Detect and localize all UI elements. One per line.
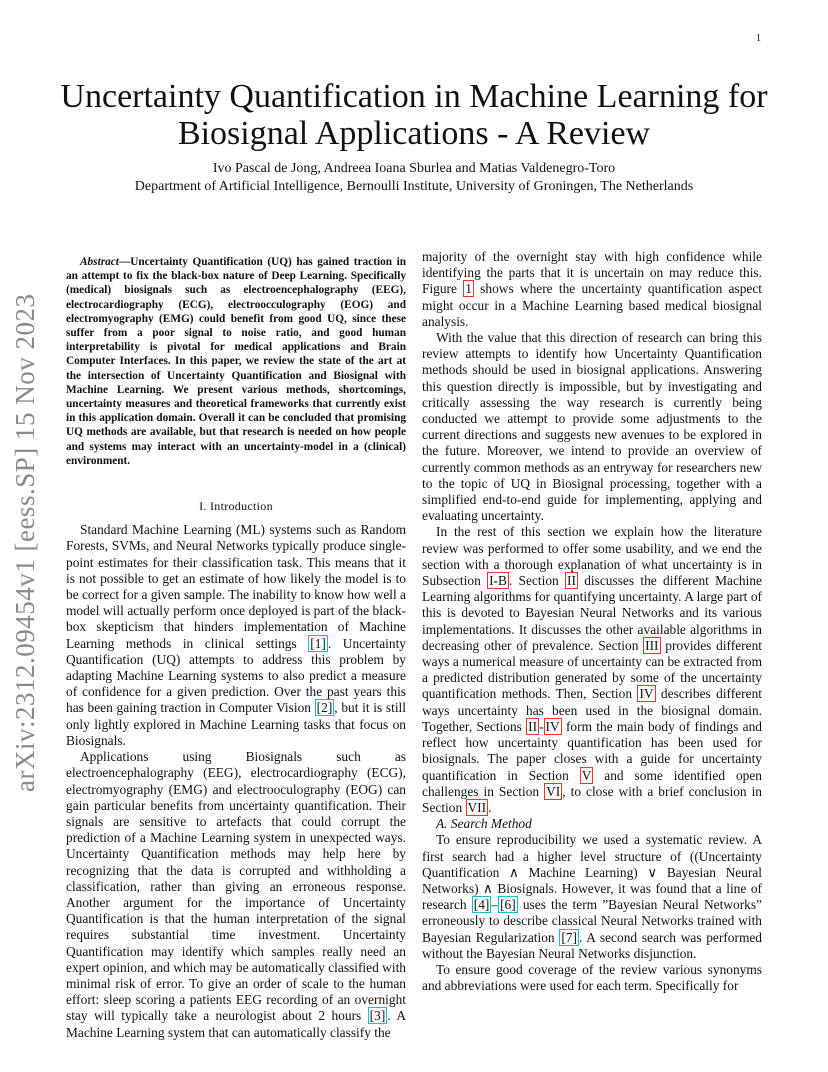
paper-title: Uncertainty Quantification in Machine Learning for Biosignal Applications - A Review: [60, 78, 768, 152]
abstract-text: —Uncertainty Quantification (UQ) has gained traction in an attempt to fix the black-box nature of Deep Learning. Specifically (medical) biosignals such as electroencephalography (EEG), electrocardiography (ECG), electroocculography (EOG) and electromyography (EMG) could benefit from good UQ, since these suffer from a poor signal to noise ratio, and good human interpretability is pivotal for medical applications and Brain Computer Interfaces. In this paper, we review the state of the art at the intersection of Uncertainty Quantification and Biosignal with Machine Learning. We present various methods, shortcomings, uncertainty measures and theoretical frameworks that currently exist in this application domain. Overall it can be concluded that promising UQ methods are available, but that research is needed on how people and systems may interact with an uncertainty-model in a (clinical) environment.: [66, 256, 406, 467]
abstract-label: Abstract: [80, 256, 119, 268]
search-method-paragraph-1: To ensure reproducibility we used a systematic review. A first search had a higher level structure of ((Uncertainty Quantification ∧ Machine Learning) ∨ Bayesian Neural Networks) ∧ Biosignals. However, it was found that a line of research [4] – [6] uses the term ”Bayesian Neural Networks” erroneously to describe classical Neural Networks trained with Bayesian Regularization [7] . A second search was performed without the Bayesian Neural Networks disjunction.: [422, 832, 762, 961]
intro-paragraph-2-cont: majority of the overnight stay with high confidence while identifying the parts that it is uncertain on may reduce this. Figure 1 shows where the uncertainty quantification aspect might occur in a Machine Learning based medical biosignal analysis.: [422, 249, 763, 329]
citation-link[interactable]: [2]: [316, 700, 333, 716]
citation-link[interactable]: [1]: [310, 635, 326, 651]
author-list: Ivo Pascal de Jong, Andreea Ioana Sburlea and Matias Valdenegro-Toro: [212, 161, 616, 176]
subsection-heading-search-method: A. Search Method: [436, 816, 532, 832]
intro-paragraph-2: Applications using Biosignals such as electroencephalography (EEG), electrocardiography (ECG), electromyography (EMG) and electrooculography (EOG) can gain particular benefits from uncertainty quantification. Their signals are sensitive to artefacts that could corrupt the prediction of a Machine Learning system in unexpected ways. Uncertainty Quantification methods may help here by recognizing that the data is corrupted and withholding a classification, rather than giving an erroneous response. Another argument for the importance of Uncertainty Quantification is that the human interpretation of the signal requires substantial time investment. Uncertainty Quantification may identify which samples really need an expert opinion, and which may be automatically classified with minimal risk of error. To give an order of scale to the human effort: sleep scoring a patients EEG recording of an overnight stay will typically take a neurologist about 2 hours [3] . A Machine Learning system that can automatically classify the: [66, 749, 406, 1040]
page-number: 1: [756, 33, 761, 44]
left-column: [66, 255, 406, 1041]
citation-link[interactable]: [4]: [473, 897, 490, 913]
intro-paragraph-4: In the rest of this section we explain how the literature review was performed to offer some usability, and we end the section with a thorough explanation of what uncertainty is in Subsection I-B . Section II discusses the different Machine Learning algorithms for quantifying uncertainty. A large part of this is devoted to Bayesian Neural Networks and its various implementations. It discusses the other available algorithms in decreasing other of prevalence. Section III provides different ways a numerical measure of uncertainty can be extracted from a predicted distribution generated by some of the uncertainty quantification methods. Then, Section IV describes different ways uncertainty has been used in the biosignal domain. Together, Sections II - IV form the main body of findings and reflect how uncertainty quantification has been used for biosignals. The paper closes with a guide for uncertainty quantification in Section V and some identified open challenges in Section VI , to close with a brief conclusion in Section VII .: [422, 524, 763, 815]
section-ref-link[interactable]: IV: [545, 718, 560, 734]
citation-link[interactable]: [6]: [500, 897, 516, 913]
section-ref-link[interactable]: IV: [639, 686, 654, 702]
intro-paragraph-1: Standard Machine Learning (ML) systems such as Random Forests, SVMs, and Neural Networks typically produce single-point estimates for their classification task. This means that it is not possible to get an estimate of how likely the model is to be correct for a given sample. The inability to know how well a model will actually perform once deployed is part of the black-box skepticism that hinders implementation of Machine Learning methods in clinical settings [1] . Uncertainty Quantification (UQ) attempts to address this problem by adapting Machine Learning systems to also predict a measure of confidence for a given prediction. Over the past years this has been gaining traction in Computer Vision [2] , but it is still only lightly explored in Machine Learning tasks that focus on Biosignals.: [66, 522, 407, 748]
section-ref-link[interactable]: II: [528, 718, 538, 734]
section-ref-link[interactable]: II: [567, 573, 576, 589]
section-ref-link[interactable]: VI: [546, 783, 561, 799]
section-ref-link[interactable]: V: [581, 767, 592, 783]
figure-ref-link[interactable]: 1: [465, 281, 472, 297]
citation-link[interactable]: [3]: [369, 1008, 386, 1024]
section-ref-link[interactable]: VII: [467, 799, 487, 815]
section-ref-link[interactable]: I-B: [489, 573, 507, 589]
arxiv-stamp: arXiv:2312.09454v1 [eess.SP] 15 Nov 2023: [10, 293, 40, 792]
search-method-paragraph-2: To ensure good coverage of the review various synonyms and abbreviations were used for each term. Specifically for: [422, 961, 762, 994]
abstract: [66, 255, 406, 468]
citation-link[interactable]: [7]: [561, 929, 577, 945]
intro-paragraph-3: With the value that this direction of research can bring this review attempts to identify how Uncertainty Quantification methods should be used in biosignal applications. Answering this question directly is impossible, but by investigating and critically assessing the way research is currently being conducted we attempt to provide some adjustments to the current directions and suggests new avenues to be explored in the future. Moreover, we intend to provide an overview of currently common methods as an entryway for researchers new to the topic of UQ in Biosignal processing, together with a simplified end-to-end guide for implementing, applying and evaluating uncertainty.: [422, 330, 762, 524]
affiliation: Department of Artificial Intelligence, Bernoulli Institute, University of Groningen, The Netherlands: [134, 179, 694, 194]
right-column: [422, 249, 762, 994]
section-heading-introduction: I. Introduction: [199, 499, 273, 514]
section-ref-link[interactable]: III: [645, 637, 659, 653]
